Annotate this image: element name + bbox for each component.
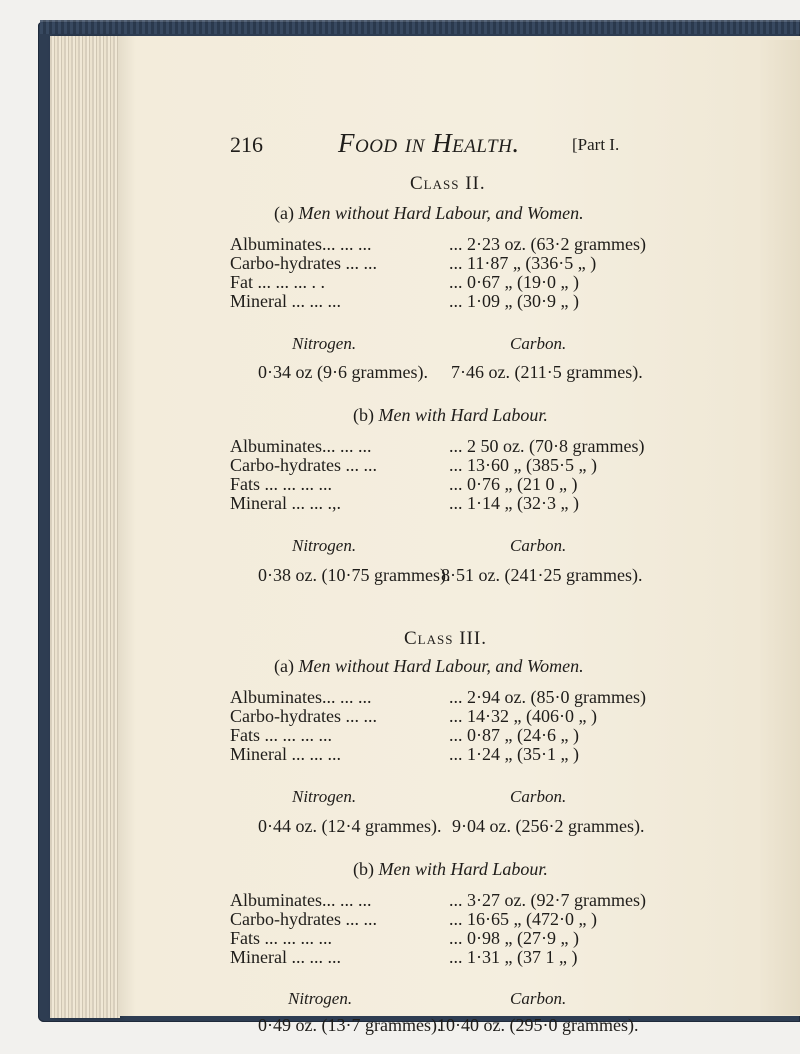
row-label: Fats ... ... ... ...	[230, 928, 333, 948]
row-amount: ... 0·98 „ (27·9 „ )	[449, 928, 579, 948]
page-number: 216	[230, 132, 263, 157]
row-label: Carbo-hydrates ... ...	[230, 706, 377, 726]
carbon-value: 9·04 oz. (256·2 grammes).	[452, 816, 645, 836]
row-amount: ... 13·60 „ (385·5 „ )	[449, 455, 597, 475]
subsection-title: Men with Hard Labour.	[378, 405, 548, 425]
subsection-title: Men without Hard Labour, and Women.	[298, 656, 584, 676]
nitrogen-value: 0·44 oz. (12·4 grammes).	[258, 816, 442, 836]
row-amount: ... 1·09 „ (30·9 „ )	[449, 291, 579, 311]
row-label: Albuminates... ... ...	[230, 234, 372, 254]
row-amount: ... 16·65 „ (472·0 „ )	[449, 909, 597, 929]
row-amount: ... 2 50 oz. (70·8 grammes)	[449, 436, 645, 456]
carbon-label: Carbon.	[510, 989, 567, 1008]
row-amount: ... 0·67 „ (19·0 „ )	[449, 272, 579, 292]
subsection-marker: (a)	[274, 203, 294, 223]
page-right-edge	[760, 40, 800, 1015]
row-amount: ... 0·87 „ (24·6 „ )	[449, 725, 579, 745]
row-label: Carbo-hydrates ... ...	[230, 253, 377, 273]
row-label: Carbo-hydrates ... ...	[230, 455, 377, 475]
carbon-value: 8·51 oz. (241·25 grammes).	[441, 565, 643, 585]
row-label: Carbo-hydrates ... ...	[230, 909, 377, 929]
row-label: Fat ... ... ... . .	[230, 272, 326, 292]
row-amount: ... 0·76 „ (21 0 „ )	[449, 474, 578, 494]
row-amount: ... 1·14 „ (32·3 „ )	[449, 493, 579, 513]
subsection-marker: (b)	[353, 859, 374, 879]
page-stack-edge	[50, 36, 120, 1018]
part-label: [Part I.	[572, 135, 620, 154]
carbon-label: Carbon.	[510, 536, 567, 555]
row-amount: ... 11·87 „ (336·5 „ )	[449, 253, 597, 273]
class-heading: Class III.	[404, 628, 487, 649]
nitrogen-label: Nitrogen.	[292, 334, 357, 353]
subsection-heading	[353, 405, 548, 426]
row-label: Fats ... ... ... ...	[230, 474, 333, 494]
row-label: Albuminates... ... ...	[230, 687, 372, 707]
row-amount: ... 1·31 „ (37 1 „ )	[449, 947, 578, 967]
subsection-marker: (b)	[353, 405, 374, 425]
subsection-title: Men without Hard Labour, and Women.	[298, 203, 584, 223]
running-head: Food in Health.	[338, 128, 520, 158]
row-label: Fats ... ... ... ...	[230, 725, 333, 745]
nitrogen-label: Nitrogen.	[292, 787, 357, 806]
nitrogen-label: Nitrogen.	[292, 536, 357, 555]
row-amount: ... 2·94 oz. (85·0 grammes)	[449, 687, 646, 707]
subsection-heading	[353, 859, 548, 880]
carbon-label: Carbon.	[510, 787, 567, 806]
subsection-heading	[274, 203, 584, 224]
book-cover-edge	[40, 20, 800, 34]
carbon-value: 10·40 oz. (295·0 grammes).	[437, 1015, 639, 1035]
row-amount: ... 3·27 oz. (92·7 grammes)	[449, 890, 646, 910]
row-label: Mineral ... ... ...	[230, 291, 341, 311]
carbon-label: Carbon.	[510, 334, 567, 353]
nitrogen-value: 0·49 oz. (13·7 grammes).	[258, 1015, 442, 1035]
row-label: Mineral ... ... ...	[230, 744, 341, 764]
carbon-value: 7·46 oz. (211·5 grammes).	[451, 362, 643, 382]
subsection-marker: (a)	[274, 656, 294, 676]
nitrogen-label: Nitrogen.	[288, 989, 353, 1008]
row-amount: ... 14·32 „ (406·0 „ )	[449, 706, 597, 726]
subsection-heading	[274, 656, 584, 677]
row-label: Mineral ... ... ...	[230, 947, 341, 967]
row-label: Mineral ... ... .,.	[230, 493, 341, 513]
subsection-title: Men with Hard Labour.	[378, 859, 548, 879]
nitrogen-value: 0·38 oz. (10·75 grammes).	[258, 565, 451, 585]
row-amount: ... 1·24 „ (35·1 „ )	[449, 744, 579, 764]
row-amount: ... 2·23 oz. (63·2 grammes)	[449, 234, 646, 254]
row-label: Albuminates... ... ...	[230, 436, 372, 456]
class-heading: Class II.	[410, 173, 486, 194]
nitrogen-value: 0·34 oz (9·6 grammes).	[258, 362, 428, 382]
row-label: Albuminates... ... ...	[230, 890, 372, 910]
